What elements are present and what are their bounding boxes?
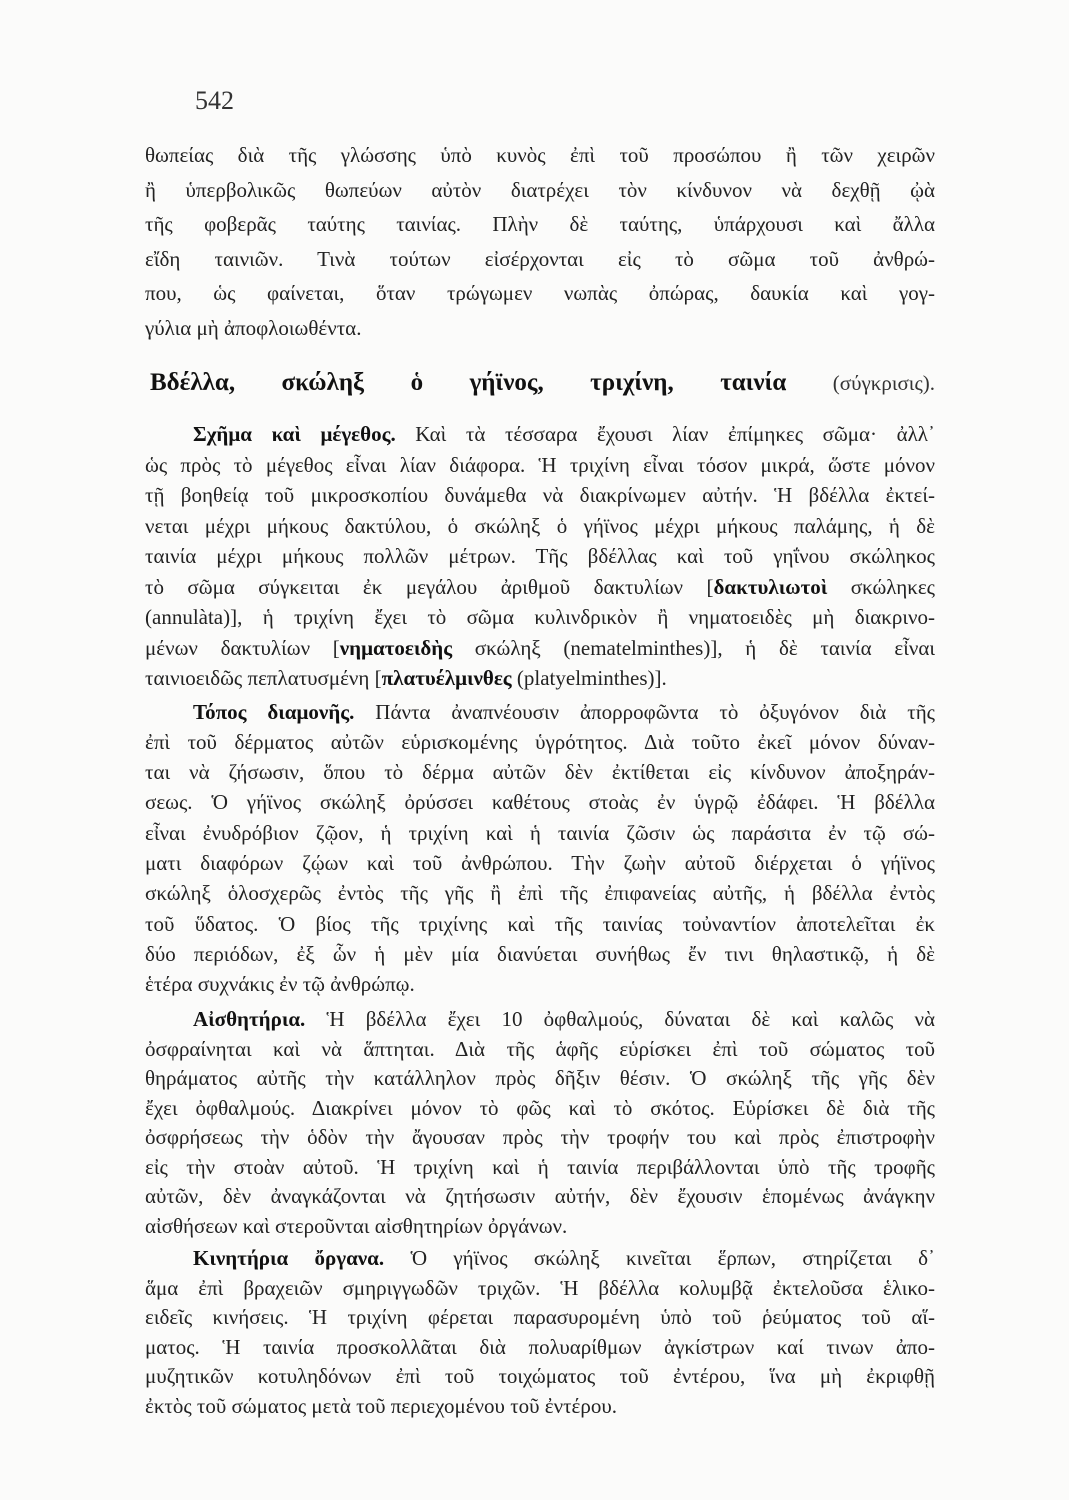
- paragraph-lead: Αἰσθητήρια.: [193, 1007, 306, 1032]
- text-line: τοῦ ὕδατος. Ὁ βίος τῆς τριχίνης καὶ τῆς ταινίας τοὐναντίον ἀποτελεῖται ἐκ: [145, 911, 935, 936]
- text-line: ἢ ὑπερβολικῶς θωπεύων αὐτὸν διατρέχει τὸν κίνδυνον νὰ δεχθῇ ᾠὰ: [145, 177, 935, 202]
- text-run: Πάντα ἀναπνέουσιν ἀπορροφῶντα τὸ ὀξυγόνον διὰ τῆς: [354, 699, 935, 724]
- text-run: Καὶ τὰ τέσσαρα ἔχουσι λίαν ἐπίμηκες σῶμα· ἀλλ᾽: [395, 422, 935, 446]
- text-line: αὐτῶν, δὲν ἀναγκάζονται νὰ ζητήσωσιν αὐτήν, δὲν ἔχουσιν ἑπομένως ἀνάγκην: [145, 1184, 935, 1209]
- text-run: ταινιοειδῶς πεπλατυσμένη [: [145, 666, 382, 690]
- text-line: ὡς πρὸς τὸ μέγεθος εἶναι λίαν διάφορα. Ἡ τριχίνη εἶναι τόσον μικρά, ὥστε μόνον: [145, 452, 935, 477]
- text-line: ἅμα ἐπὶ βραχειῶν σμηριγγωδῶν τριχῶν. Ἡ βδέλλα κολυμβᾷ ἐκτελοῦσα ἑλικο-: [145, 1275, 935, 1300]
- paragraph-habitat: [145, 697, 935, 1000]
- section-heading: [150, 367, 935, 399]
- text-line: που, ὡς φαίνεται, ὅταν τρώγωμεν νωπὰς ὀπώρας, δαυκία καὶ γογ-: [145, 281, 935, 305]
- text-run: τὸ σῶμα σύγκειται ἐκ μεγάλου ἀριθμοῦ δακτυλίων [: [145, 574, 714, 599]
- term-bold: πλατυέλμινθες: [381, 666, 512, 690]
- text-line: ὀσφραίνηται καὶ νὰ ἅπτηται. Διὰ τῆς ἁφῆς εὑρίσκει ἐπὶ τοῦ σώματος τοῦ: [145, 1036, 935, 1061]
- paragraph-locomotion: [145, 1244, 935, 1421]
- text-line: ἔχει ὀφθαλμούς. Διακρίνει μόνον τὸ φῶς καὶ τὸ σκότος. Εὑρίσκει δὲ διὰ τῆς: [145, 1095, 935, 1120]
- text-column: [145, 138, 935, 1421]
- text-line: αἰσθήσεων καὶ στεροῦνται αἰσθητηρίων ὀργάνων.: [145, 1213, 568, 1238]
- text-line: [145, 572, 935, 603]
- text-line: εἰς τὴν στοὰν αὐτοῦ. Ἡ τριχίνη καὶ ἡ ταινία περιβάλλονται ὑπὸ τῆς τροφῆς: [145, 1154, 935, 1179]
- text-run: σκώληξ (nematelminthes)], ἡ δὲ ταινία εἶναι: [452, 635, 936, 660]
- paragraph-lead: Τόπος διαμονῆς.: [193, 699, 355, 724]
- page-number: 542: [195, 86, 234, 115]
- text-line: τῆς φοβερᾶς ταύτης ταινίας. Πλὴν δὲ ταύτης, ὑπάρχουσι καὶ ἄλλα: [145, 212, 935, 236]
- text-run: σκώληκες: [827, 574, 935, 599]
- text-line: τῇ βοηθείᾳ τοῦ μικροσκοπίου δυνάμεθα νὰ διακρίνωμεν αὐτήν. Ἡ βδέλλα ἐκτεί-: [145, 483, 935, 507]
- text-line: [145, 1244, 935, 1274]
- text-line: εἴδη ταινιῶν. Τινὰ τούτων εἰσέρχονται εἰς τὸ σῶμα τοῦ ἀνθρώ-: [145, 246, 935, 271]
- text-line: σκώληξ ὁλοσχερῶς ἐντὸς τῆς γῆς ἢ ἐπὶ τῆς ἐπιφανείας αὐτῆς, ἡ βδέλλα ἐντὸς: [145, 881, 935, 906]
- text-line: μυζητικῶν κοτυληδόνων ἐπὶ τοῦ τοιχώματος τοῦ ἐντέρου, ἵνα μὴ ἐκριφθῇ: [145, 1364, 935, 1389]
- text-line: ἐπὶ τοῦ δέρματος αὐτῶν εὑρισκομένης ὑγρότητος. Διὰ τοῦτο ἐκεῖ μόνον δύναν-: [145, 729, 935, 754]
- text-line: δύο περιόδων, ἐξ ὧν ἡ μὲν μία διανύεται συνήθως ἔν τινι θηλαστικῷ, ἡ δὲ: [145, 941, 935, 966]
- text-line: ματος. Ἡ ταινία προσκολλᾶται διὰ πολυαρίθμων ἀγκίστρων καί τινων ἀπο-: [145, 1334, 935, 1359]
- term-bold: δακτυλιωτοὶ: [713, 574, 828, 599]
- text-run: (platyelminthes)].: [511, 666, 667, 690]
- heading-subtitle: (σύγκρισις).: [832, 371, 936, 395]
- text-run: Ἡ βδέλλα ἔχει 10 ὀφθαλμούς, δύναται δὲ καὶ καλῶς νὰ: [305, 1007, 935, 1032]
- text-line: [145, 633, 935, 664]
- text-line: [145, 1005, 935, 1035]
- text-line: γύλια μὴ ἀποφλοιωθέντα.: [145, 315, 362, 340]
- text-line: [145, 697, 935, 727]
- text-line: θηράματος αὐτῆς τὴν κατάλληλον πρὸς δῆξιν θέσιν. Ὁ σκώληξ τῆς γῆς δὲν: [145, 1066, 935, 1091]
- text-line: εἶναι ἐνυδρόβιον ζῷον, ἡ τριχίνη καὶ ἡ ταινία ζῶσιν ὡς παράσιτα ἐν τῷ σώ-: [145, 820, 935, 845]
- text-line: θωπείας διὰ τῆς γλώσσης ὑπὸ κυνὸς ἐπὶ τοῦ προσώπου ἢ τῶν χειρῶν: [145, 143, 935, 167]
- text-line: σεως. Ὁ γήϊνος σκώληξ ὀρύσσει καθέτους στοὰς ἐν ὑγρῷ ἐδάφει. Ἡ βδέλλα: [145, 790, 935, 815]
- text-line: ὀσφρήσεως τὴν ὁδὸν τὴν ἄγουσαν πρὸς τὴν τροφήν του καὶ πρὸς ἐπιστροφὴν: [145, 1125, 935, 1150]
- paragraph-lead: Σχῆμα καὶ μέγεθος.: [193, 422, 396, 446]
- paragraph-lead: Κινητήρια ὄργανα.: [193, 1246, 385, 1271]
- text-line: ταινία μέχρι μήκους πολλῶν μέτρων. Τῆς βδέλλας καὶ τοῦ γηΐνου σκώληκος: [145, 544, 935, 568]
- heading-title: Βδέλλα, σκώληξ ὁ γήϊνος, τριχίνη, ταινία: [150, 369, 787, 396]
- text-line: ἑτέρα συχνάκις ἐν τῷ ἀνθρώπῳ.: [145, 972, 415, 997]
- text-line: [145, 419, 935, 450]
- paragraph-intro: [145, 138, 935, 345]
- text-line: ἐκτὸς τοῦ σώματος μετὰ τοῦ περιεχομένου τοῦ ἐντέρου.: [145, 1393, 617, 1418]
- term-bold: νηματοειδὴς: [339, 635, 453, 660]
- text-line: νεται μέχρι μήκους δακτύλου, ὁ σκώληξ ὁ γήϊνος μέχρι μήκους παλάμης, ἡ δὲ: [145, 513, 935, 538]
- text-line: (annulàta)], ἡ τριχίνη ἔχει τὸ σῶμα κυλινδρικὸν ἢ νηματοειδὲς μὴ διακρινο-: [145, 605, 935, 629]
- text-run: Ὁ γήϊνος σκώληξ κινεῖται ἕρπων, στηρίζεται δ᾽: [384, 1246, 935, 1271]
- text-line: ματι διαφόρων ζῴων καὶ τοῦ ἀνθρώπου. Τὴν ζωὴν αὐτοῦ διέρχεται ὁ γήϊνος: [145, 850, 935, 875]
- text-line: [145, 663, 935, 694]
- text-line: ται νὰ ζήσωσιν, ὅπου τὸ δέρμα αὐτῶν δὲν ἐκτίθεται εἰς κίνδυνον ἀποξηράν-: [145, 760, 935, 785]
- text-line: ειδεῖς κινήσεις. Ἡ τριχίνη φέρεται παρασυρομένη ὑπὸ τοῦ ῥεύματος τοῦ αἵ-: [145, 1305, 935, 1330]
- paragraph-senses: [145, 1005, 935, 1241]
- paragraph-shape-size: [145, 419, 935, 694]
- text-run: μένων δακτυλίων [: [145, 635, 340, 660]
